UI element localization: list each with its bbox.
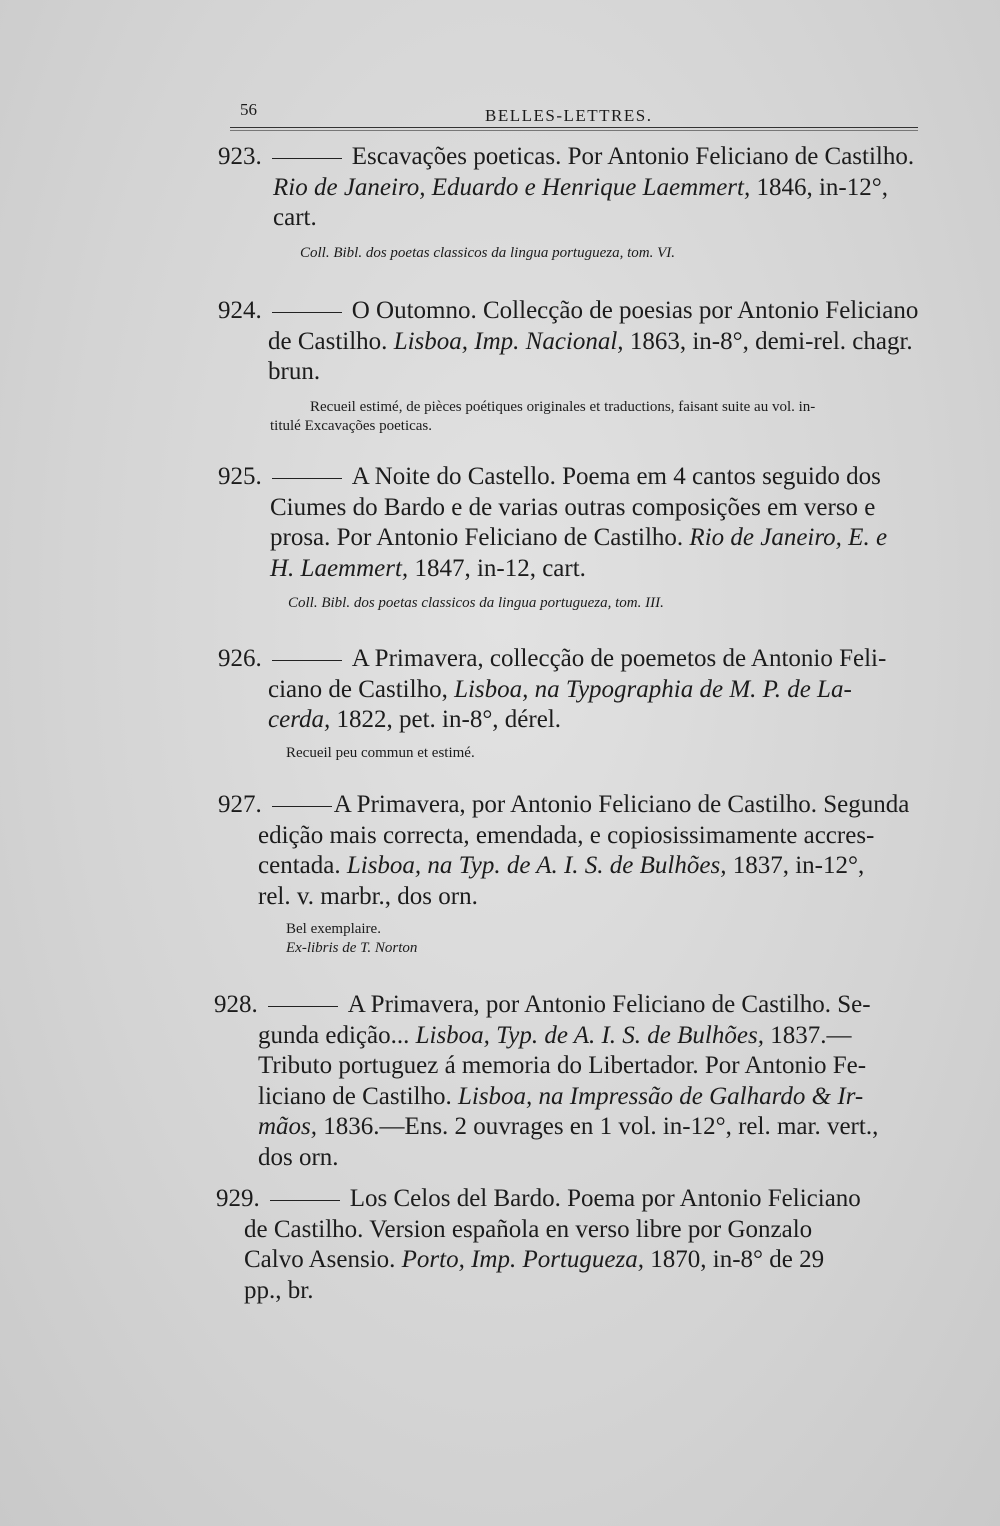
entry-note-926 <box>286 744 936 763</box>
catalogue-entry-923 <box>218 142 918 234</box>
imprint-italic: Lisboa, Imp. Nacional, <box>393 327 624 355</box>
entry-text: centada. <box>258 852 347 879</box>
entry-number: 929. <box>216 1185 260 1212</box>
entry-text: 1870, in-8° de 29 <box>644 1246 825 1273</box>
entry-text: rel. v. marbr., dos orn. <box>258 882 478 910</box>
note-line: Ex-libris de T. Norton <box>286 940 418 956</box>
imprint-italic: H. Laemmert, <box>270 554 409 582</box>
ditto-dash <box>268 1006 338 1007</box>
entry-text: O Outomno. Collecção de poesias por Antonio Feliciano <box>351 297 919 324</box>
running-title: BELLES-LETTRES. <box>485 106 653 125</box>
entry-text: 1847, in-12, cart. <box>408 554 586 582</box>
catalogue-entry-924 <box>218 296 918 388</box>
entry-number: 928. <box>214 991 258 1018</box>
entry-text: de Castilho. <box>268 327 394 355</box>
note-line: Bel exemplaire. <box>286 921 381 937</box>
entry-text: prosa. Por Antonio Feliciano de Castilho. <box>270 524 690 551</box>
catalogue-entry-927 <box>218 790 918 912</box>
imprint-italic: Rio de Janeiro, Eduardo e Henrique Laemmert, <box>273 173 751 201</box>
header-rule-secondary <box>230 130 918 131</box>
entry-text: 1863, in-8°, demi-rel. chagr. <box>623 327 913 355</box>
entry-text: liciano de Castilho. <box>258 1082 458 1110</box>
entry-text: Ciumes do Bardo e de varias outras composições em verso e <box>270 493 876 521</box>
ditto-dash <box>272 660 342 661</box>
entry-text: 1836.—Ens. 2 ouvrages en 1 vol. in-12°, rel. mar. vert., <box>317 1113 879 1140</box>
page-number: 56 <box>240 100 257 119</box>
imprint-italic: Porto, Imp. Portugueza, <box>401 1246 645 1273</box>
ditto-dash <box>272 478 342 479</box>
entry-note-927 <box>286 920 936 958</box>
running-head <box>230 100 920 140</box>
entry-number: 926. <box>218 645 262 672</box>
entry-text: 1846, in-12°, <box>750 173 889 201</box>
entry-number: 927. <box>218 791 262 818</box>
entry-text: brun. <box>268 358 321 385</box>
note-line: Coll. Bibl. dos poetas classicos da lingua portugueza, tom. III. <box>288 595 664 611</box>
note-line: Recueil estimé, de pièces poétiques originales et traductions, faisant suite au vol. in- <box>310 399 816 415</box>
entry-text: 1837, in-12°, <box>726 852 865 879</box>
entry-text: Calvo Asensio. <box>244 1246 402 1273</box>
catalogue-entry-925 <box>218 462 918 584</box>
entry-text: A Primavera, por Antonio Feliciano de Castilho. Segunda <box>333 791 910 818</box>
header-rule <box>230 127 918 128</box>
ditto-dash <box>272 158 342 159</box>
entry-text: 1837.— <box>763 1021 852 1049</box>
entry-number: 924. <box>218 297 262 324</box>
imprint-italic: Lisboa, na Impressão de Galhardo & Ir- <box>457 1082 864 1110</box>
catalogue-entry-926 <box>218 644 918 736</box>
imprint-italic: Lisboa, na Typographia de M. P. de La- <box>454 675 852 703</box>
note-line: titulé Excavações poeticas. <box>270 418 433 434</box>
entry-number: 923. <box>218 143 262 170</box>
note-line: Coll. Bibl. dos poetas classicos da lingua portugueza, tom. VI. <box>300 245 675 261</box>
imprint-italic: cerda, <box>268 706 331 733</box>
catalogue-entry-928 <box>214 990 914 1173</box>
entry-text: ciano de Castilho, <box>268 675 455 703</box>
entry-text: Escavações poeticas. Por Antonio Feliciano de Castilho. <box>351 143 915 170</box>
entry-text: gunda edição... <box>258 1021 416 1049</box>
entry-text: pp., br. <box>244 1276 314 1304</box>
entry-text: 1822, pet. in-8°, dérel. <box>330 706 562 733</box>
entry-text: de Castilho. Version española en verso libre por Gonzalo <box>244 1215 813 1243</box>
ditto-dash <box>270 1200 340 1201</box>
entry-note-924 <box>270 398 920 436</box>
entry-text: Los Celos del Bardo. Poema por Antonio Feliciano <box>349 1185 861 1212</box>
entry-text: A Noite do Castello. Poema em 4 cantos seguido dos <box>351 463 881 490</box>
imprint-italic: Lisboa, Typ. de A. I. S. de Bulhões, <box>415 1021 764 1049</box>
imprint-italic: mãos, <box>258 1113 318 1140</box>
entry-number: 925. <box>218 463 262 490</box>
note-line: Recueil peu commun et estimé. <box>286 745 475 761</box>
ditto-dash <box>272 806 332 807</box>
entry-text: edição mais correcta, emendada, e copiosissimamente accres- <box>258 821 875 849</box>
imprint-italic: Lisboa, na Typ. de A. I. S. de Bulhões, <box>346 852 727 879</box>
entry-text: A Primavera, por Antonio Feliciano de Castilho. Se- <box>347 991 871 1018</box>
imprint-italic: Rio de Janeiro, E. e <box>689 524 888 551</box>
entry-text: Tributo portuguez á memoria do Libertador. Por Antonio Fe- <box>258 1052 867 1079</box>
catalogue-entry-929 <box>216 1184 916 1306</box>
entry-text: A Primavera, collecção de poemetos de Antonio Feli- <box>351 645 887 672</box>
entry-note-923 <box>300 244 950 263</box>
entry-text: cart. <box>273 204 317 231</box>
entry-text: dos orn. <box>258 1143 339 1171</box>
ditto-dash <box>272 312 342 313</box>
entry-note-925 <box>288 594 938 613</box>
